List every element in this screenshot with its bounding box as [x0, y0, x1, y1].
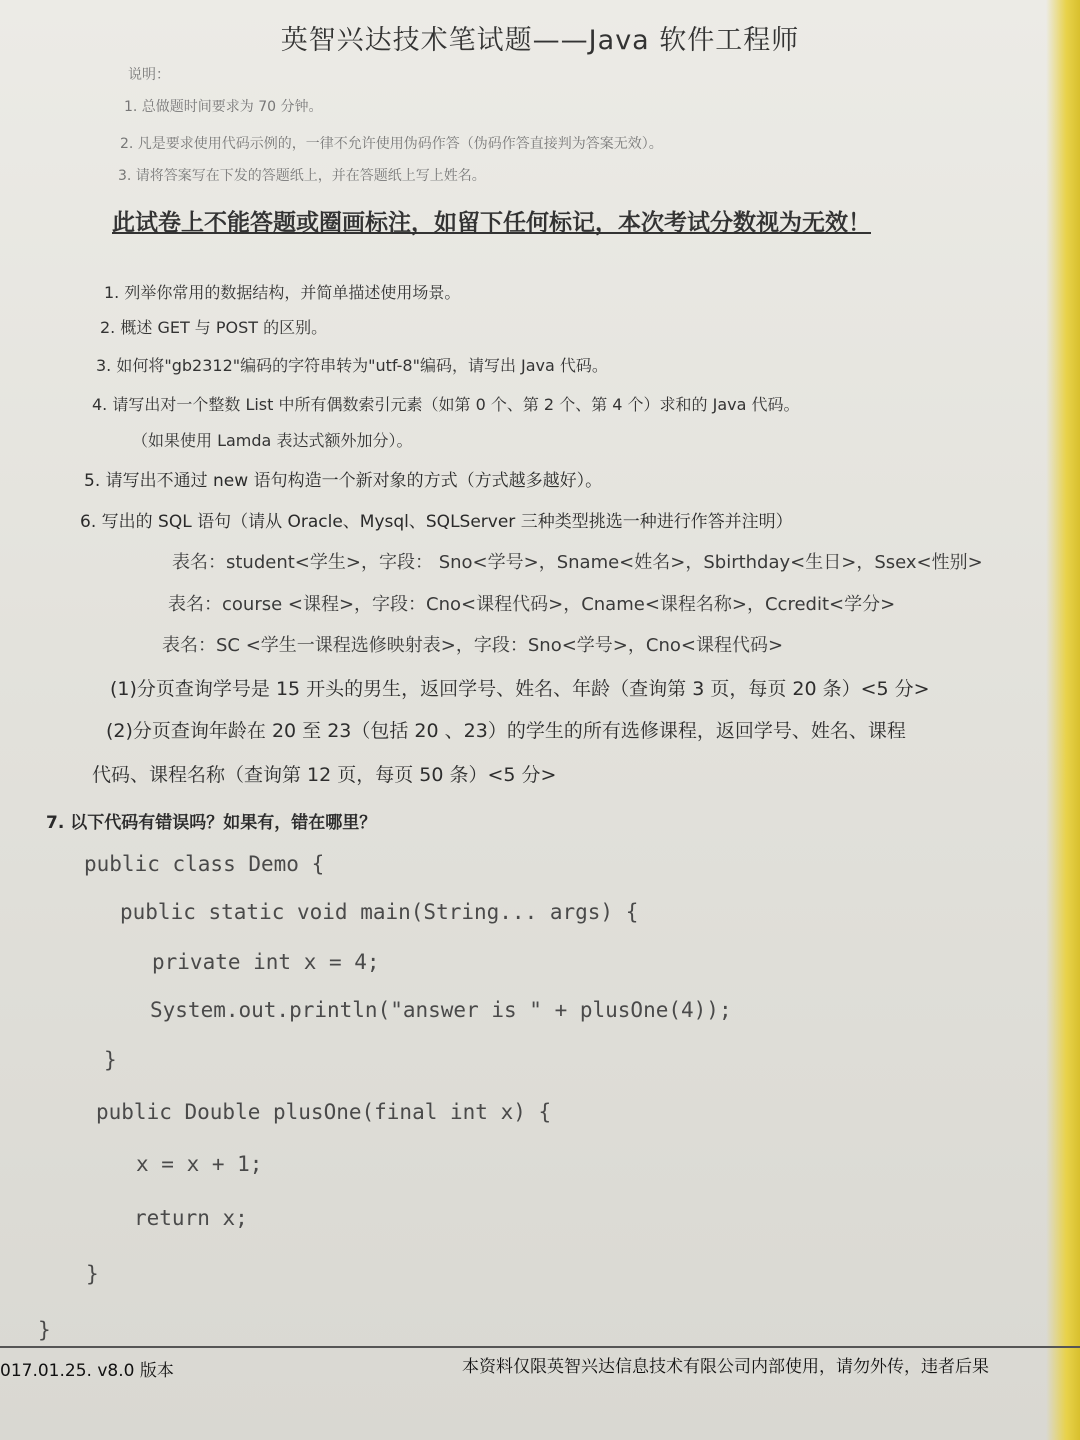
question-6-part-2-line-1: (2)分页查询年龄在 20 至 23（包括 20 、23）的学生的所有选修课程，返回学号、姓名、课程: [106, 720, 906, 742]
code-line: }: [38, 1318, 51, 1342]
code-line: }: [86, 1262, 99, 1286]
question-6-part-2-line-2: 代码、课程名称（查询第 12 页，每页 50 条）<5 分>: [92, 764, 557, 786]
footer-divider: [0, 1346, 1080, 1348]
question-2: 2. 概述 GET 与 POST 的区别。: [100, 318, 328, 337]
table-sc: 表名：SC <学生一课程选修映射表>，字段：Sno<学号>，Cno<课程代码>: [162, 635, 784, 656]
footer-version: 017.01.25. v8.0 版本: [0, 1361, 174, 1381]
question-7: 7. 以下代码有错误吗？如果有，错在哪里？: [46, 813, 377, 833]
warning-text: 此试卷上不能答题或圈画标注，如留下任何标记，本次考试分数视为无效！: [112, 210, 871, 236]
question-3: 3. 如何将"gb2312"编码的字符串转为"utf-8"编码，请写出 Java 代码。: [96, 356, 608, 375]
code-line: public class Demo {: [84, 852, 325, 876]
footer-notice: 本资料仅限英智兴达信息技术有限公司内部使用，请勿外传，违者后果: [462, 1357, 989, 1377]
question-4: 4. 请写出对一个整数 List 中所有偶数索引元素（如第 0 个、第 2 个、第 4 个）求和的 Java 代码。: [92, 395, 800, 414]
code-line: }: [104, 1048, 117, 1072]
note-item-1: 1. 总做题时间要求为 70 分钟。: [124, 99, 323, 115]
note-item-2: 2. 凡是要求使用代码示例的，一律不允许使用伪码作答（伪码作答直接判为答案无效）。: [120, 136, 663, 152]
note-item-3: 3. 请将答案写在下发的答题纸上，并在答题纸上写上姓名。: [118, 168, 486, 184]
question-1: 1. 列举你常用的数据结构，并简单描述使用场景。: [104, 283, 461, 302]
question-6: 6. 写出的 SQL 语句（请从 Oracle、Mysql、SQLServer 三种类型挑选一种进行作答并注明）: [80, 512, 793, 532]
page-title: 英智兴达技术笔试题——Java 软件工程师: [280, 25, 800, 56]
code-line: public static void main(String... args) {: [120, 900, 639, 924]
code-line: x = x + 1;: [136, 1152, 263, 1176]
paper-edge: [1046, 0, 1080, 1440]
question-6-part-1: (1)分页查询学号是 15 开头的男生，返回学号、姓名、年龄（查询第 3 页，每页 20 条）<5 分>: [110, 678, 930, 700]
question-5: 5. 请写出不通过 new 语句构造一个新对象的方式（方式越多越好）。: [84, 471, 603, 491]
code-line: private int x = 4;: [152, 950, 380, 974]
code-line: return x;: [134, 1206, 248, 1230]
code-line: public Double plusOne(final int x) {: [96, 1100, 552, 1124]
question-4-extra: （如果使用 Lamda 表达式额外加分）。: [132, 431, 413, 450]
table-course: 表名：course <课程>，字段：Cno<课程代码>，Cname<课程名称>，Ccredit<学分>: [168, 594, 896, 615]
notes-heading: 说明：: [128, 67, 170, 83]
table-student: 表名：student<学生>，字段： Sno<学号>，Sname<姓名>，Sbirthday<生日>，Ssex<性别>: [172, 552, 983, 573]
code-line: System.out.println("answer is " + plusOne(4));: [150, 998, 732, 1022]
